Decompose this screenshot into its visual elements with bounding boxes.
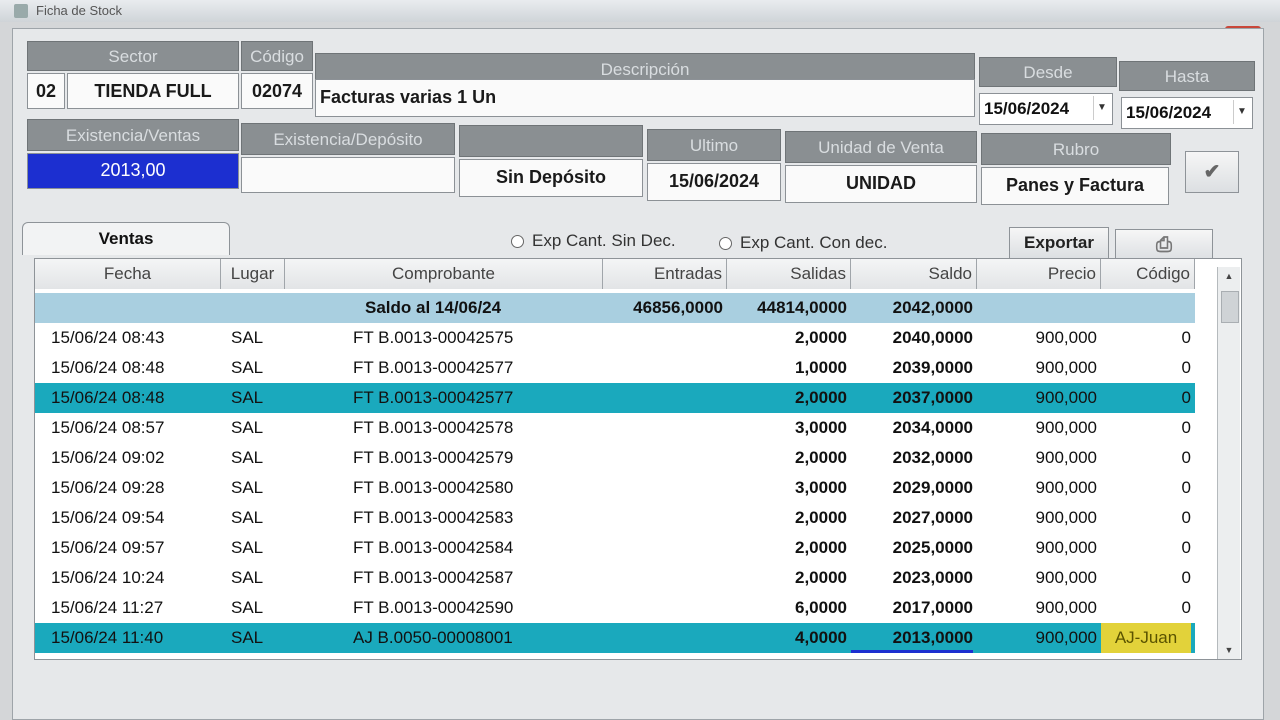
cell-precio: 900,000 xyxy=(1035,508,1097,527)
cell-fecha: 15/06/24 09:02 xyxy=(51,448,165,467)
descripcion-field[interactable]: Facturas varias 1 Un xyxy=(315,79,975,117)
col-precio[interactable]: Precio xyxy=(977,259,1101,289)
cell-fecha: 15/06/24 09:54 xyxy=(51,508,165,527)
rubro-header: Rubro xyxy=(981,133,1171,165)
cell-precio: 900,000 xyxy=(1035,358,1097,377)
cell-comprobante: FT B.0013-00042587 xyxy=(353,568,514,587)
cell-lugar: SAL xyxy=(231,388,264,407)
ultimo-value: 15/06/2024 xyxy=(647,163,781,201)
cell-salidas: 2,0000 xyxy=(795,538,847,557)
tab-ventas[interactable]: Ventas xyxy=(22,222,230,255)
cell-saldo: 2040,0000 xyxy=(892,328,973,347)
cell-comprobante: FT B.0013-00042590 xyxy=(353,598,514,617)
cell-saldo: 2034,0000 xyxy=(892,418,973,437)
cell-salidas: 2,0000 xyxy=(795,568,847,587)
table-row[interactable] xyxy=(35,473,1195,503)
radio-circle-icon[interactable] xyxy=(719,237,732,250)
table-row[interactable] xyxy=(35,443,1195,473)
cell-comprobante: AJ B.0050-00008001 xyxy=(353,628,513,647)
radio-circle-icon[interactable] xyxy=(511,235,524,248)
col-lugar[interactable]: Lugar xyxy=(221,259,285,289)
cell-saldo: 2013,0000 xyxy=(851,623,973,653)
col-codigo[interactable]: Código xyxy=(1101,259,1195,289)
cell-lugar: SAL xyxy=(231,598,264,617)
cell-lugar: SAL xyxy=(231,448,264,467)
summary-salidas: 44814,0000 xyxy=(757,298,847,317)
cell-salidas: 6,0000 xyxy=(795,598,847,617)
radio-exp-con-dec-label: Exp Cant. Con dec. xyxy=(740,233,888,252)
cell-fecha: 15/06/24 10:24 xyxy=(51,568,165,587)
cell-saldo: 2039,0000 xyxy=(892,358,973,377)
cell-codigo: 0 xyxy=(1181,508,1191,527)
cell-codigo: 0 xyxy=(1181,568,1191,587)
deposito-status: Sin Depósito xyxy=(459,159,643,197)
cell-codigo: 0 xyxy=(1181,358,1191,377)
existencia-deposito-header: Existencia/Depósito xyxy=(241,123,455,155)
cell-salidas: 2,0000 xyxy=(795,328,847,347)
cell-fecha: 15/06/24 08:57 xyxy=(51,418,165,437)
cell-fecha: 15/06/24 11:40 xyxy=(51,628,164,647)
cell-saldo: 2025,0000 xyxy=(892,538,973,557)
sector-number: 02 xyxy=(27,73,65,109)
sector-header: Sector xyxy=(27,41,239,71)
cell-codigo: 0 xyxy=(1181,478,1191,497)
table-row[interactable] xyxy=(35,503,1195,533)
title-bar xyxy=(0,0,1280,22)
col-entradas[interactable]: Entradas xyxy=(603,259,727,289)
table-row[interactable] xyxy=(35,563,1195,593)
existencia-ventas-value: 2013,00 xyxy=(27,153,239,189)
cell-salidas: 3,0000 xyxy=(795,418,847,437)
summary-saldo: 2042,0000 xyxy=(892,298,973,317)
cell-saldo: 2027,0000 xyxy=(892,508,973,527)
cell-precio: 900,000 xyxy=(1035,448,1097,467)
stock-movements-table xyxy=(34,258,1242,660)
desde-value: 15/06/2024 xyxy=(984,99,1070,118)
cell-fecha: 15/06/24 08:43 xyxy=(51,328,165,347)
app-icon xyxy=(14,4,28,18)
desde-date-select[interactable] xyxy=(979,93,1113,125)
desde-header: Desde xyxy=(979,57,1117,87)
existencia-deposito-value xyxy=(241,157,455,193)
cell-lugar: SAL xyxy=(231,628,264,647)
cell-codigo: 0 xyxy=(1181,418,1191,437)
chevron-down-icon[interactable]: ▼ xyxy=(1233,100,1250,124)
unidad-value: UNIDAD xyxy=(785,165,977,203)
cell-salidas: 1,0000 xyxy=(795,358,847,377)
cell-lugar: SAL xyxy=(231,508,264,527)
cell-salidas: 2,0000 xyxy=(795,508,847,527)
existencia-ventas-header: Existencia/Ventas xyxy=(27,119,239,151)
cell-fecha: 15/06/24 09:57 xyxy=(51,538,165,557)
cell-lugar: SAL xyxy=(231,538,264,557)
table-row[interactable] xyxy=(35,383,1195,413)
cell-precio: 900,000 xyxy=(1035,538,1097,557)
hasta-date-select[interactable] xyxy=(1121,97,1253,129)
cell-comprobante: FT B.0013-00042579 xyxy=(353,448,514,467)
cell-precio: 900,000 xyxy=(1035,478,1097,497)
ultimo-header: Ultimo xyxy=(647,129,781,161)
table-row[interactable] xyxy=(35,323,1195,353)
table-row[interactable] xyxy=(35,413,1195,443)
cell-lugar: SAL xyxy=(231,328,264,347)
cell-lugar: SAL xyxy=(231,358,264,377)
cell-saldo: 2029,0000 xyxy=(892,478,973,497)
cell-precio: 900,000 xyxy=(1035,328,1097,347)
cell-salidas: 4,0000 xyxy=(795,628,847,647)
cell-precio: 900,000 xyxy=(1035,568,1097,587)
blank-header xyxy=(459,125,643,157)
cell-codigo: AJ-Juan xyxy=(1101,623,1191,653)
cell-codigo: 0 xyxy=(1181,448,1191,467)
hasta-header: Hasta xyxy=(1119,61,1255,91)
cell-lugar: SAL xyxy=(231,478,264,497)
summary-entradas: 46856,0000 xyxy=(633,298,723,317)
cell-comprobante: FT B.0013-00042584 xyxy=(353,538,514,557)
radio-exp-sin-dec-label: Exp Cant. Sin Dec. xyxy=(532,231,676,250)
cell-lugar: SAL xyxy=(231,418,264,437)
table-row[interactable] xyxy=(35,623,1195,653)
col-saldo[interactable]: Saldo xyxy=(851,259,977,289)
cell-salidas: 2,0000 xyxy=(795,448,847,467)
exportar-button[interactable]: Exportar xyxy=(1009,227,1109,259)
printer-icon: ⎙ xyxy=(1156,234,1172,256)
cell-codigo: 0 xyxy=(1181,328,1191,347)
radio-exp-sin-dec[interactable] xyxy=(511,231,676,251)
scroll-up-icon[interactable]: ▲ xyxy=(1224,271,1234,281)
cell-comprobante: FT B.0013-00042577 xyxy=(353,358,514,377)
unidad-header: Unidad de Venta xyxy=(785,131,977,163)
cell-fecha: 15/06/24 09:28 xyxy=(51,478,165,497)
cell-salidas: 3,0000 xyxy=(795,478,847,497)
col-comprobante[interactable]: Comprobante xyxy=(285,259,603,289)
cell-precio: 900,000 xyxy=(1035,628,1097,647)
cell-saldo: 2023,0000 xyxy=(892,568,973,587)
table-row[interactable] xyxy=(35,353,1195,383)
hasta-value: 15/06/2024 xyxy=(1126,103,1212,122)
radio-exp-con-dec[interactable] xyxy=(719,233,887,253)
table-row[interactable] xyxy=(35,533,1195,563)
cell-codigo: 0 xyxy=(1181,598,1191,617)
summary-row xyxy=(35,293,1195,323)
col-fecha[interactable]: Fecha xyxy=(35,259,221,289)
vertical-scrollbar[interactable] xyxy=(1217,267,1240,659)
cell-saldo: 2032,0000 xyxy=(892,448,973,467)
chevron-down-icon[interactable]: ▼ xyxy=(1093,96,1110,120)
cell-comprobante: FT B.0013-00042583 xyxy=(353,508,514,527)
cell-comprobante: FT B.0013-00042578 xyxy=(353,418,514,437)
col-salidas[interactable]: Salidas xyxy=(727,259,851,289)
cell-precio: 900,000 xyxy=(1035,598,1097,617)
print-button[interactable] xyxy=(1115,229,1213,261)
cell-precio: 900,000 xyxy=(1035,388,1097,407)
rubro-value: Panes y Factura xyxy=(981,167,1169,205)
cell-saldo: 2017,0000 xyxy=(892,598,973,617)
cell-codigo: 0 xyxy=(1181,388,1191,407)
confirm-button[interactable] xyxy=(1185,151,1239,193)
codigo-field[interactable]: 02074 xyxy=(241,73,313,109)
cell-fecha: 15/06/24 08:48 xyxy=(51,388,165,407)
scroll-down-icon[interactable]: ▼ xyxy=(1224,645,1234,655)
cell-fecha: 15/06/24 11:27 xyxy=(51,598,164,617)
cell-fecha: 15/06/24 08:48 xyxy=(51,358,165,377)
cell-comprobante: FT B.0013-00042577 xyxy=(353,388,514,407)
cell-precio: 900,000 xyxy=(1035,418,1097,437)
sector-name: TIENDA FULL xyxy=(67,73,239,109)
cell-comprobante: FT B.0013-00042575 xyxy=(353,328,514,347)
window-title: Ficha de Stock xyxy=(36,3,122,18)
table-row[interactable] xyxy=(35,593,1195,623)
codigo-header: Código xyxy=(241,41,313,71)
cell-codigo: 0 xyxy=(1181,538,1191,557)
cell-saldo: 2037,0000 xyxy=(892,388,973,407)
check-icon: ✔ xyxy=(1203,161,1221,183)
descripcion-header: Descripción xyxy=(315,53,975,85)
cell-salidas: 2,0000 xyxy=(795,388,847,407)
scroll-thumb[interactable] xyxy=(1221,291,1239,323)
summary-label: Saldo al 14/06/24 xyxy=(365,298,502,317)
cell-lugar: SAL xyxy=(231,568,264,587)
cell-comprobante: FT B.0013-00042580 xyxy=(353,478,514,497)
